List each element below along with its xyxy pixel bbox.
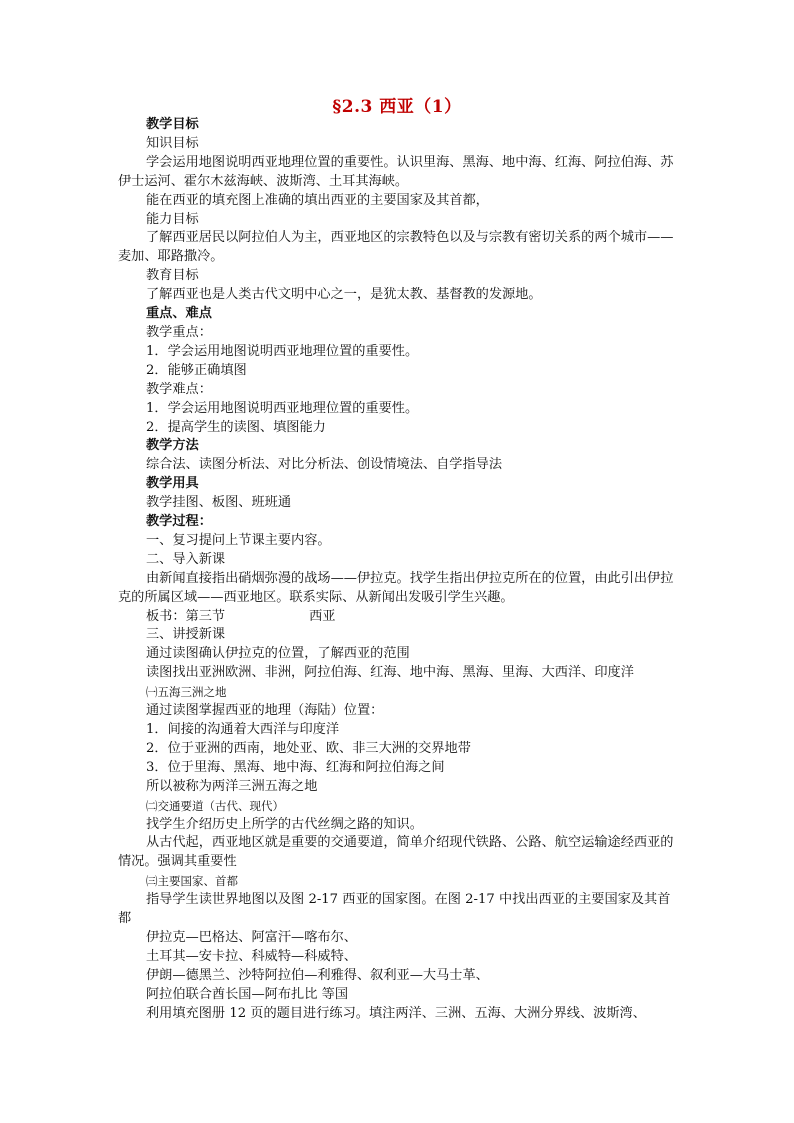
text-line-content: 1．间接的沟通着大西洋与印度洋 — [146, 722, 340, 737]
text-line-content: 1．学会运用地图说明西亚地理位置的重要性。 — [146, 343, 419, 359]
text-line-content: 教学方法 — [146, 438, 199, 454]
text-line-content: 教育目标 — [146, 268, 199, 284]
text-line — [118, 721, 682, 740]
text-line-content: 教学重点： — [146, 324, 212, 340]
text-line — [118, 343, 682, 362]
text-line — [118, 267, 682, 286]
text-line-content: 教学难点： — [146, 381, 212, 397]
text-line — [118, 475, 682, 494]
text-line — [118, 400, 682, 419]
text-line — [118, 816, 682, 835]
document-body — [118, 116, 682, 1024]
text-line-tail: 西亚 — [309, 608, 336, 624]
text-line-content: 2．位于亚洲的西南，地处亚、欧、非三大洲的交界地带 — [146, 740, 471, 756]
document-title: §2.3 西亚（1） — [332, 97, 462, 117]
text-line — [118, 286, 682, 305]
text-line — [118, 948, 682, 967]
text-line-content: 能力目标 — [146, 211, 199, 227]
text-line — [118, 929, 682, 948]
text-line-content: 2．提高学生的读图、填图能力 — [146, 419, 326, 435]
text-line — [118, 683, 682, 702]
text-line — [118, 626, 682, 645]
text-line — [118, 986, 682, 1005]
text-line — [118, 702, 682, 721]
text-line-content: 2．能够正确填图 — [146, 362, 247, 378]
text-line — [118, 834, 682, 872]
text-line — [118, 135, 682, 154]
text-line — [118, 891, 682, 929]
text-line-content: 读图找出亚洲欧洲、非洲，阿拉伯海、红海、地中海、黑海、里海、大西洋、印度洋 — [146, 665, 634, 681]
text-line-content: 3．位于里海、黑海、地中海、红海和阿拉伯海之间 — [146, 759, 445, 775]
text-line — [118, 116, 682, 135]
text-line — [118, 759, 682, 778]
text-line-content: ㈢主要国家、首都 — [146, 874, 238, 889]
text-line — [118, 381, 682, 400]
text-line-content: 通过读图掌握西亚的地理（海陆）位置： — [146, 703, 384, 719]
text-line-content: 了解西亚也是人类古代文明中心之一，是犹太教、基督教的发源地。 — [146, 287, 542, 303]
text-line-content: 一、复习提问上节课主要内容。 — [146, 532, 331, 548]
text-line-content: 重点、难点 — [146, 306, 212, 322]
text-line — [118, 362, 682, 381]
text-line-content: 三、讲授新课 — [146, 627, 226, 643]
text-line-content: 能在西亚的填充图上准确的填出西亚的主要国家及其首都， — [146, 192, 489, 208]
text-line — [118, 305, 682, 324]
text-line-content: 伊朗—德黑兰、沙特阿拉伯—利雅得、叙利亚—大马士革、 — [146, 967, 489, 983]
text-line-content: 了解西亚居民以阿拉伯人为主，西亚地区的宗教特色以及与宗教有密切关系的两个城市——麦加、耶路撒冷。 — [118, 230, 674, 265]
text-line — [118, 740, 682, 759]
text-line — [118, 797, 682, 816]
text-line — [118, 437, 682, 456]
text-line-content: ㈡交通要道（古代、现代） — [146, 798, 284, 813]
text-line-content: 通过读图确认伊拉克的位置，了解西亚的范围 — [146, 646, 410, 662]
text-line-content: 伊拉克—巴格达、阿富汗—喀布尔、 — [146, 929, 357, 945]
text-line — [118, 664, 682, 683]
text-line-content: 教学目标 — [146, 117, 199, 132]
text-line — [118, 1005, 682, 1024]
text-line — [118, 192, 682, 211]
text-line-content: 学会运用地图说明西亚地理位置的重要性。认识里海、黑海、地中海、红海、阿拉伯海、苏伊士运河、霍尔木兹海峡、波斯湾、土耳其海峡。 — [118, 154, 674, 189]
text-line-content: 1．学会运用地图说明西亚地理位置的重要性。 — [146, 400, 419, 416]
text-line — [118, 570, 682, 608]
text-line-content: 所以被称为两洋三洲五海之地 — [146, 778, 318, 794]
text-line-content: 土耳其—安卡拉、科威特—科威特、 — [146, 948, 357, 964]
text-line — [118, 608, 682, 627]
text-line — [118, 419, 682, 438]
text-line-content: 教学挂图、板图、班班通 — [146, 495, 292, 511]
text-line — [118, 778, 682, 797]
text-line — [118, 456, 682, 475]
text-line-content: 二、导入新课 — [146, 551, 226, 567]
text-line-content: 知识目标 — [146, 135, 199, 151]
text-line — [118, 872, 682, 891]
text-line — [118, 532, 682, 551]
text-line — [118, 229, 682, 267]
text-line-content: 从古代起，西亚地区就是重要的交通要道，简单介绍现代铁路、公路、航空运输途经西亚的情况。强调其重要性 — [118, 835, 674, 870]
text-line-content: 教学用具 — [146, 476, 199, 492]
text-line — [118, 645, 682, 664]
text-line-content: 指导学生读世界地图以及图 2-17 西亚的国家图。在图 2-17 中找出西亚的主要国家及其首都 — [118, 892, 671, 927]
text-line-content: 板书：第三节 — [146, 608, 226, 624]
text-line — [118, 513, 682, 532]
text-line — [118, 211, 682, 230]
text-line-content: 教学过程： — [146, 514, 212, 530]
text-line — [118, 967, 682, 986]
text-line-content: 阿拉伯联合酋长国—阿布扎比 等国 — [146, 986, 349, 1002]
text-line-content: 由新闻直接指出硝烟弥漫的战场——伊拉克。找学生指出伊拉克所在的位置，由此引出伊拉克的所属区域——西亚地区。联系实际、从新闻出发吸引学生兴趣。 — [118, 570, 674, 605]
text-line-content: ㈠五海三洲之地 — [146, 685, 227, 700]
text-line — [118, 494, 682, 513]
text-line — [118, 324, 682, 343]
text-line-content: 找学生介绍历史上所学的古代丝绸之路的知识。 — [146, 816, 423, 832]
text-line — [118, 154, 682, 192]
text-line-content: 利用填充图册 12 页的题目进行练习。填注两洋、三洲、五海、大洲分界线、波斯湾、 — [146, 1005, 646, 1021]
text-line-content: 综合法、读图分析法、对比分析法、创设情境法、自学指导法 — [146, 457, 503, 473]
text-line — [118, 551, 682, 570]
